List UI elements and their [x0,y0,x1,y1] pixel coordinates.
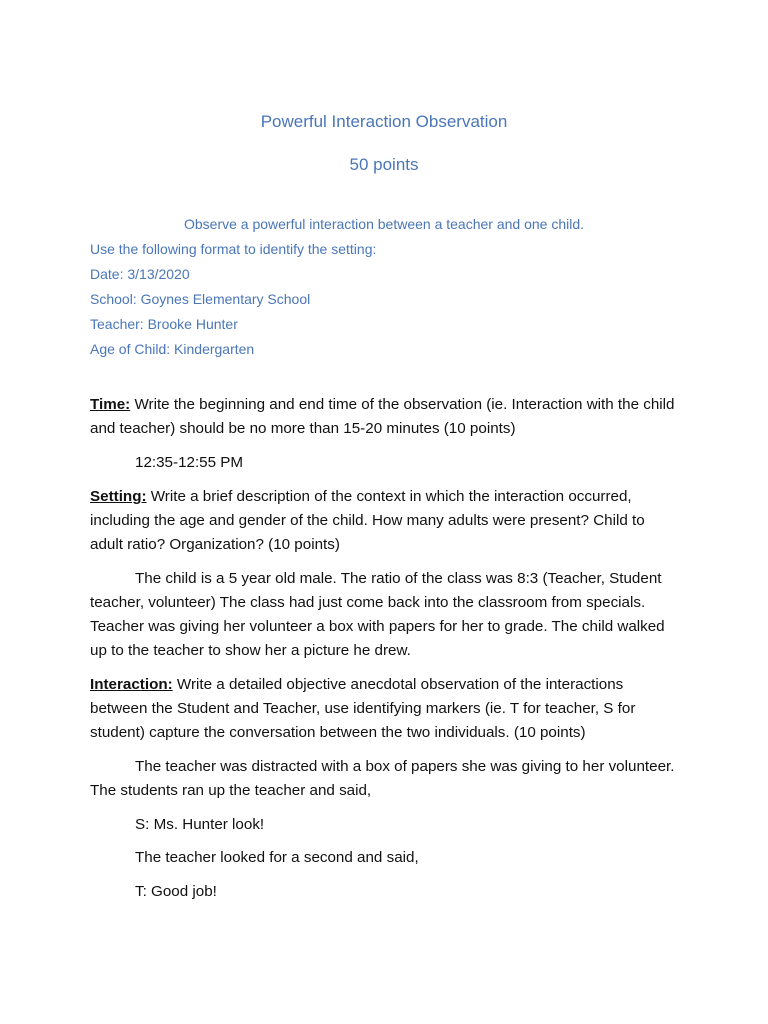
time-answer: 12:35-12:55 PM [135,454,244,471]
time-prompt-text: Write the beginning and end time of the observation (ie. Interaction with the child and teacher) should be no more than 15-20 minutes (10 points) [90,396,675,437]
document-title: Powerful Interaction Observation [260,112,508,131]
interaction-prompt-text: Write a detailed objective anecdotal observation of the interactions between the Student and Teacher, use identifying markers (ie. T for teacher, S for student) capture the conversation between the two individuals. (10 points) [90,676,636,741]
interaction-label: Interaction: [90,676,173,693]
setting-answer: The child is a 5 year old male. The ratio of the class was 8:3 (Teacher, Student teacher, volunteer) The class had just come back into the classroom from specials. Teacher was giving her volunteer a box with papers for her to grade. The child walked up to the teacher to show her a picture he drew. [90,570,665,659]
narration-line: The teacher looked for a second and said, [135,849,419,866]
age-line: Age of Child: Kindergarten [90,341,255,357]
time-label: Time: [90,396,131,413]
interaction-answer: The teacher was distracted with a box of papers she was giving to her volunteer. The students ran up the teacher and said, [90,758,675,799]
school-line: School: Goynes Elementary School [90,291,311,307]
teacher-line: Teacher: Brooke Hunter [90,316,238,332]
student-dialogue: S: Ms. Hunter look! [135,816,265,833]
setting-label: Setting: [90,488,147,505]
time-prompt [90,393,680,441]
date-line: Date: 3/13/2020 [90,266,190,282]
format-line: Use the following format to identify the setting: [90,241,377,257]
teacher-dialogue: T: Good job! [135,883,217,900]
points-heading: 50 points [349,155,419,174]
instruction-line: Observe a powerful interaction between a teacher and one child. [183,216,585,232]
interaction-prompt [90,673,680,745]
setting-prompt [90,485,680,557]
setting-prompt-text: Write a brief description of the context in which the interaction occurred, including the age and gender of the child. How many adults were present? Child to adult ratio? Organization? (10 points) [90,488,645,553]
